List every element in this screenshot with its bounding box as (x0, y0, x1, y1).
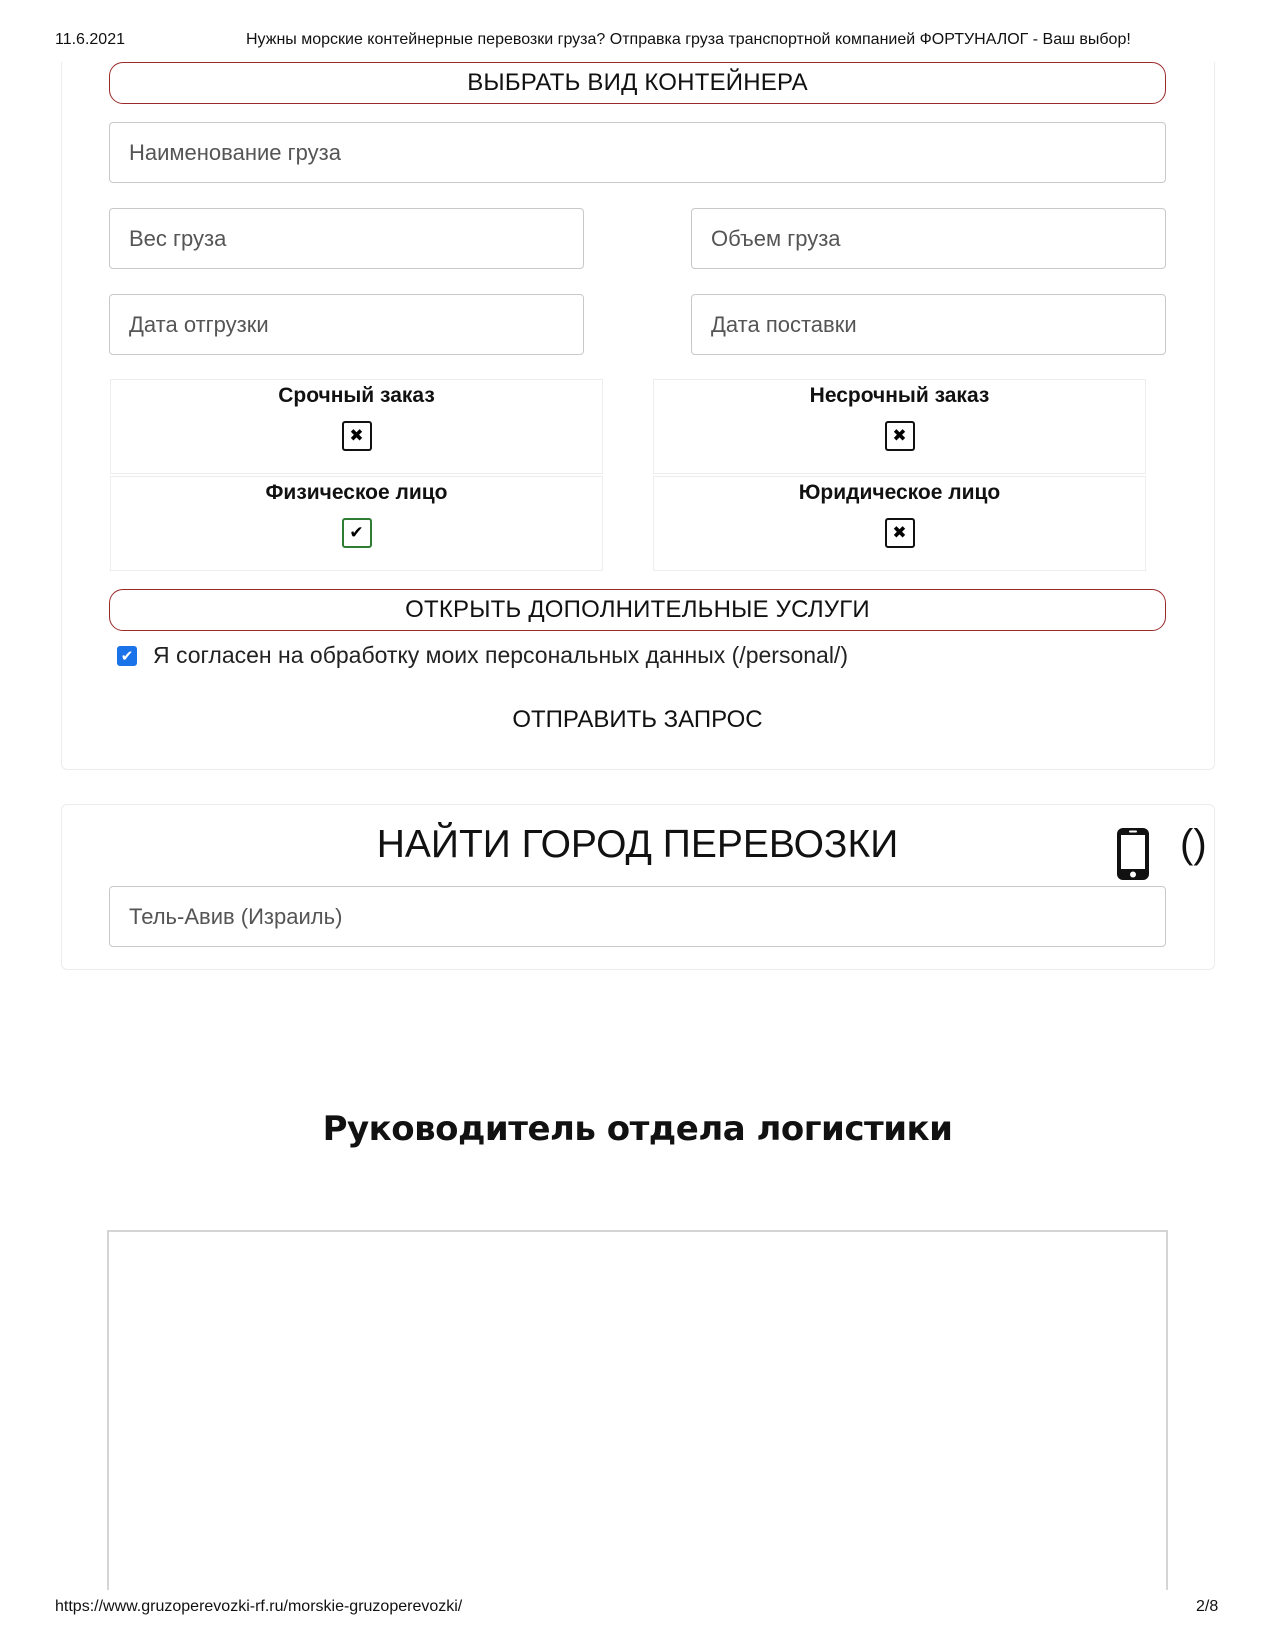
non-urgent-order-checkbox[interactable]: ✖ (885, 421, 915, 451)
print-url: https://www.gruzoperevozki-rf.ru/morskie-gruzoperevozki/ (55, 1598, 463, 1615)
embedded-media-frame (107, 1230, 1168, 1590)
print-page-title: Нужны морские контейнерные перевозки груза? Отправка груза транспортной компанией ФОРТУНАЛОГ - Ваш выбор! (246, 31, 1131, 48)
legal-entity-checkbox[interactable]: ✖ (885, 518, 915, 548)
option-label: Несрочный заказ (809, 384, 990, 407)
option-label: Юридическое лицо (798, 481, 1001, 504)
print-page-number: 2/8 (1196, 1598, 1219, 1615)
option-legal-entity (653, 476, 1146, 571)
option-non-urgent-order (653, 379, 1146, 474)
option-label: Срочный заказ (278, 384, 435, 407)
mobile-phone-icon[interactable] (1115, 826, 1151, 887)
print-date: 11.6.2021 (55, 31, 125, 48)
city-search-heading: НАЙТИ ГОРОД ПЕРЕВОЗКИ (376, 823, 899, 866)
option-urgent-order (110, 379, 603, 474)
consent-row (117, 642, 848, 669)
phone-number[interactable]: () (1180, 822, 1207, 866)
individual-checkbox[interactable]: ✔ (342, 518, 372, 548)
cargo-weight-input[interactable] (109, 208, 584, 269)
submit-request-button[interactable]: ОТПРАВИТЬ ЗАПРОС (109, 700, 1166, 740)
section-title: Руководитель отдела логистики (322, 1109, 953, 1149)
option-label: Физическое лицо (265, 481, 448, 504)
cargo-volume-input[interactable] (691, 208, 1166, 269)
consent-label: Я согласен на обработку моих персональных данных (/personal/) (153, 642, 848, 668)
cargo-name-input[interactable] (109, 122, 1166, 183)
extra-services-button[interactable]: ОТКРЫТЬ ДОПОЛНИТЕЛЬНЫЕ УСЛУГИ (109, 589, 1166, 631)
shipment-date-input[interactable] (109, 294, 584, 355)
city-search-input[interactable] (109, 886, 1166, 947)
option-individual (110, 476, 603, 571)
consent-checkbox[interactable]: ✔ (117, 646, 137, 666)
delivery-date-input[interactable] (691, 294, 1166, 355)
choose-container-button[interactable]: ВЫБРАТЬ ВИД КОНТЕЙНЕРА (109, 62, 1166, 104)
urgent-order-checkbox[interactable]: ✖ (342, 421, 372, 451)
